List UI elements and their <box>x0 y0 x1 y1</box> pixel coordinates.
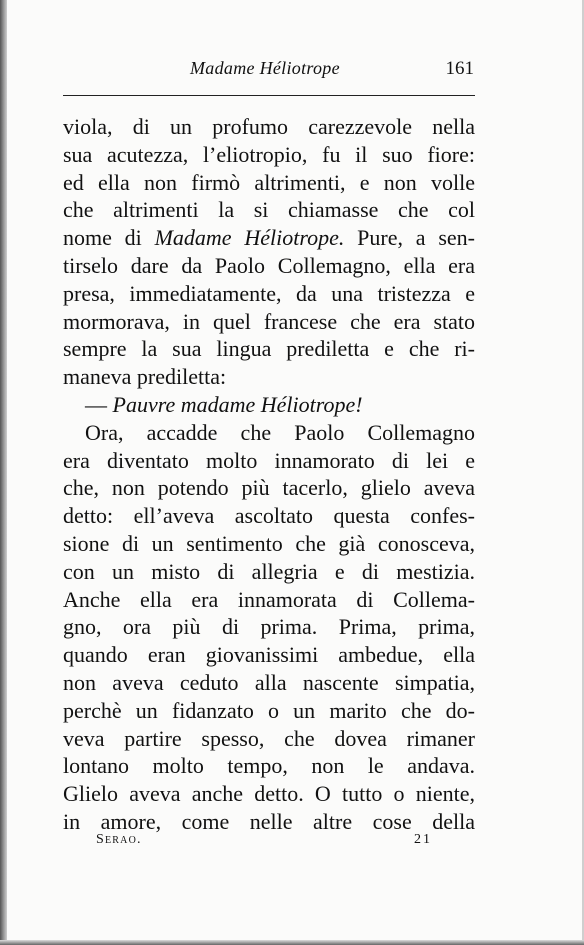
text-line: Glielo aveva anche detto. O tutto o niente, <box>63 781 475 807</box>
text-run: — <box>85 391 113 417</box>
text-line: maneva prediletta: <box>63 364 227 390</box>
body-text <box>63 113 475 836</box>
text-line <box>63 391 475 419</box>
text-run: nome di <box>63 225 155 251</box>
text-line: viola, di un profumo carezzevole nella <box>63 114 475 139</box>
page-number: 161 <box>445 58 474 79</box>
page-footer <box>96 832 446 854</box>
text-line: quando eran giovanissimi ambedue, ella <box>63 642 475 668</box>
text-line: veva partire spesso, che dovea rimaner <box>63 725 475 751</box>
text-line: Anche ella era innamorata di Collema- <box>63 586 475 612</box>
text-run: Pure, a sen- <box>344 225 475 251</box>
text-line: perchè un fidanzato o un marito che do- <box>63 697 475 723</box>
text-line: sempre la sua lingua prediletta e che ri- <box>63 336 475 362</box>
text-line: era diventato molto innamorato di lei e <box>63 447 475 473</box>
text-line: Ora, accadde che Paolo Collemagno <box>85 419 475 445</box>
text-line: che, non potendo più tacerlo, glielo aveva <box>63 475 475 501</box>
text-line: sione di un sentimento che già conosceva, <box>63 530 475 556</box>
text-line <box>63 224 475 252</box>
page-header <box>64 58 476 84</box>
text-line: sua acutezza, l’eliotropio, fu il suo fiore: <box>63 141 475 167</box>
text-line: tirselo dare da Paolo Collemagno, ella era <box>63 252 475 278</box>
page-binding-edge <box>0 0 7 945</box>
running-title: Madame Héliotrope <box>190 58 340 78</box>
text-line: con un misto di allegria e di mestizia. <box>63 558 475 584</box>
italic-name: Madame Héliotrope. <box>154 225 345 251</box>
text-line: presa, immediatamente, da una tristezza e <box>63 280 475 306</box>
text-line: in amore, come nelle altre cose della <box>63 808 475 834</box>
sheet-mark: 21 <box>414 832 432 847</box>
text-line: mormorava, in quel francese che era stato <box>63 308 475 334</box>
text-line: non aveva ceduto alla nascente simpatia, <box>63 669 475 695</box>
page-bottom-edge <box>0 940 584 945</box>
header-rule <box>63 95 475 96</box>
text-line: ed ella non firmò altrimenti, e non volle <box>63 169 475 195</box>
text-line: gno, ora più di prima. Prima, prima, <box>63 614 475 640</box>
text-line: lontano molto tempo, non le andava. <box>63 753 475 779</box>
text-line: che altrimenti la si chiamasse che col <box>63 197 475 223</box>
signature-mark: Serao. <box>96 832 142 847</box>
italic-quote: Pauvre madame Héliotrope! <box>112 391 363 417</box>
text-line: detto: ell’aveva ascoltato questa confes- <box>63 503 475 529</box>
